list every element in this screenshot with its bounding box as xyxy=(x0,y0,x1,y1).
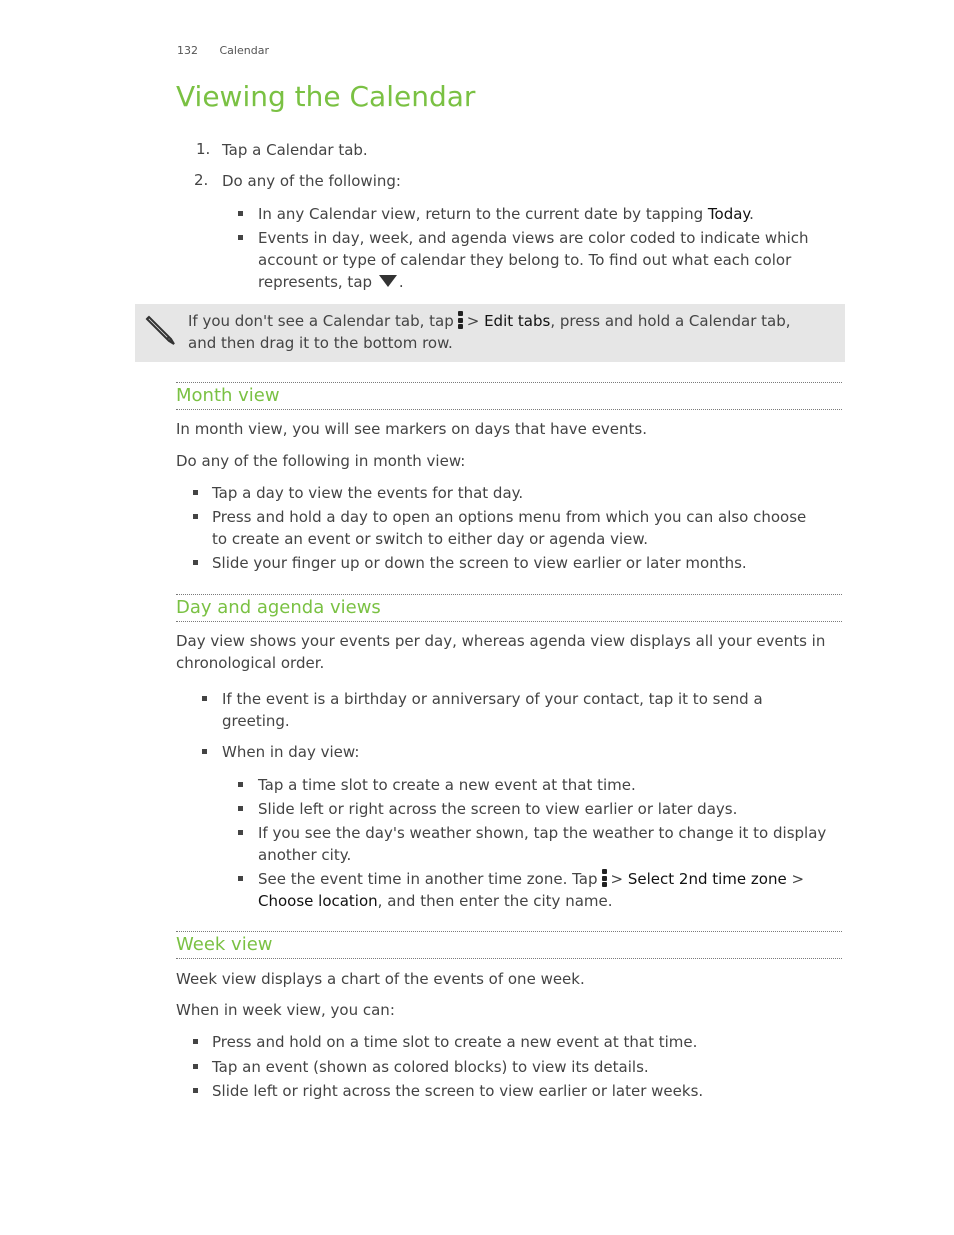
chapter-name: Calendar xyxy=(219,44,269,57)
month-view-heading: Month view xyxy=(176,385,280,406)
running-header xyxy=(177,44,287,57)
section-rule xyxy=(176,621,842,622)
section-rule xyxy=(176,958,842,959)
list-item: Slide left or right across the screen to view earlier or later weeks. xyxy=(212,1082,704,1100)
bullet-marker xyxy=(193,1088,198,1093)
today-ui-label: Today xyxy=(707,205,750,223)
menu-icon xyxy=(602,869,607,887)
list-item: Press and hold on a time slot to create a new event at that time. xyxy=(212,1033,698,1051)
bullet-marker xyxy=(238,235,243,240)
day-agenda-heading: Day and agenda views xyxy=(176,597,381,618)
list-item: Slide your finger up or down the screen to view earlier or later months. xyxy=(212,554,747,572)
bullet-marker xyxy=(193,490,198,495)
list-item: Tap an event (shown as colored blocks) to view its details. xyxy=(212,1058,649,1076)
step-2-text: Do any of the following: xyxy=(222,172,401,190)
list-item: If the event is a birthday or anniversary of your contact, tap it to send a greeting. xyxy=(222,690,763,730)
bullet-marker xyxy=(193,1039,198,1044)
paragraph: Do any of the following in month view: xyxy=(176,452,466,470)
note-box xyxy=(135,304,845,362)
section-rule xyxy=(176,382,842,383)
paragraph: In month view, you will see markers on days that have events. xyxy=(176,420,647,438)
week-view-heading: Week view xyxy=(176,934,273,955)
step-1-number: 1. xyxy=(196,140,211,158)
bullet-marker xyxy=(238,830,243,835)
list-item: Events in day, week, and agenda views are color coded to indicate which account or type of calendar they belong to. To find out what each color represents, tap . xyxy=(258,229,809,291)
page-title: Viewing the Calendar xyxy=(176,80,476,113)
menu-icon xyxy=(458,311,463,329)
bullet-marker xyxy=(202,696,207,701)
list-item: When in day view: xyxy=(222,743,360,761)
section-rule xyxy=(176,931,842,932)
bullet-marker xyxy=(238,782,243,787)
paragraph: Week view displays a chart of the events of one week. xyxy=(176,970,585,988)
note-text: If you don't see a Calendar tab, tap > Edit tabs, press and hold a Calendar tab, and then drag it to the bottom row. xyxy=(188,312,791,352)
select-2nd-time-zone-ui-label: Select 2nd time zone xyxy=(627,870,787,888)
bullet-marker xyxy=(193,514,198,519)
list-item: If you see the day's weather shown, tap the weather to change it to display another city. xyxy=(258,824,827,864)
edit-tabs-ui-label: Edit tabs xyxy=(484,312,551,330)
paragraph: When in week view, you can: xyxy=(176,1001,395,1019)
step-2-number: 2. xyxy=(194,171,209,189)
section-rule xyxy=(176,409,842,410)
bullet-marker xyxy=(238,876,243,881)
bullet-marker xyxy=(238,211,243,216)
list-item: Press and hold a day to open an options menu from which you can also choose to create an event or switch to either day or agenda view. xyxy=(212,508,807,548)
list-item: Tap a day to view the events for that day. xyxy=(212,484,524,502)
section-rule xyxy=(176,594,842,595)
list-item: Tap a time slot to create a new event at that time. xyxy=(258,776,636,794)
bullet-marker xyxy=(238,806,243,811)
bullet-marker xyxy=(193,1064,198,1069)
page-number: 132 xyxy=(177,44,198,57)
bullet-marker xyxy=(202,749,207,754)
choose-location-ui-label: Choose location xyxy=(258,892,378,910)
bullet-marker xyxy=(193,560,198,565)
list-item: In any Calendar view, return to the current date by tapping Today. xyxy=(258,205,754,223)
step-1-text: Tap a Calendar tab. xyxy=(222,141,368,159)
dropdown-triangle-icon xyxy=(379,275,397,287)
pencil-icon xyxy=(143,313,177,347)
list-item: Slide left or right across the screen to view earlier or later days. xyxy=(258,800,738,818)
list-item: See the event time in another time zone. Tap > Select 2nd time zone > Choose location, and then enter the city name. xyxy=(258,870,805,910)
paragraph: Day view shows your events per day, whereas agenda view displays all your events in chronological order. xyxy=(176,632,826,672)
